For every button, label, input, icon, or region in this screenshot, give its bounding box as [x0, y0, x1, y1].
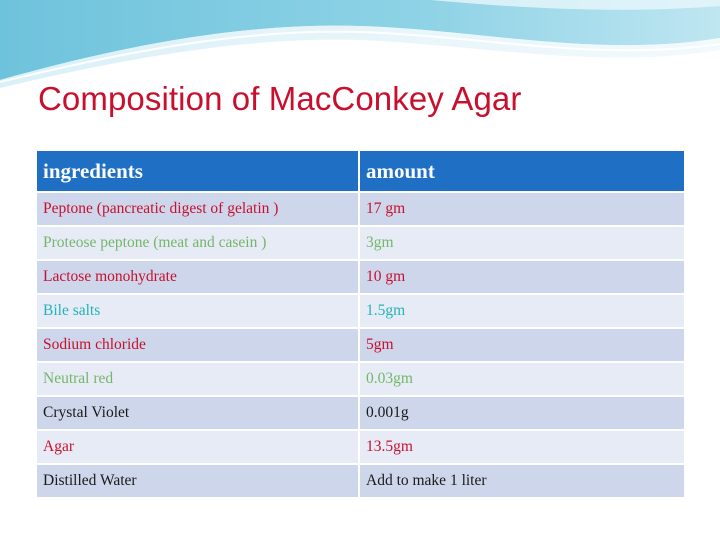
- decorative-wave-banner: [0, 0, 720, 90]
- ingredient-cell: Lactose monohydrate: [37, 261, 360, 295]
- table-row: [37, 465, 684, 499]
- table-row: [37, 363, 684, 397]
- table-row: [37, 261, 684, 295]
- ingredient-cell: Peptone (pancreatic digest of gelatin ): [37, 193, 360, 227]
- amount-cell: 0.03gm: [360, 363, 684, 397]
- ingredient-cell: Neutral red: [37, 363, 360, 397]
- table-row: [37, 431, 684, 465]
- composition-table: [37, 151, 684, 499]
- ingredient-cell: Agar: [37, 431, 360, 465]
- table-header-row: [37, 151, 684, 193]
- table-row: [37, 295, 684, 329]
- table-row: [37, 329, 684, 363]
- ingredient-cell: Sodium chloride: [37, 329, 360, 363]
- ingredient-cell: Bile salts: [37, 295, 360, 329]
- amount-cell: 3gm: [360, 227, 684, 261]
- amount-cell: 0.001g: [360, 397, 684, 431]
- ingredient-cell: Proteose peptone (meat and casein ): [37, 227, 360, 261]
- amount-cell: Add to make 1 liter: [360, 465, 684, 499]
- ingredient-cell: Distilled Water: [37, 465, 360, 499]
- table-row: [37, 227, 684, 261]
- table-row: [37, 193, 684, 227]
- column-header-amount: amount: [360, 151, 684, 193]
- amount-cell: 5gm: [360, 329, 684, 363]
- amount-cell: 13.5gm: [360, 431, 684, 465]
- page-title: Composition of MacConkey Agar: [38, 80, 522, 117]
- column-header-ingredients: ingredients: [37, 151, 360, 193]
- amount-cell: 17 gm: [360, 193, 684, 227]
- amount-cell: 1.5gm: [360, 295, 684, 329]
- amount-cell: 10 gm: [360, 261, 684, 295]
- table-row: [37, 397, 684, 431]
- ingredient-cell: Crystal Violet: [37, 397, 360, 431]
